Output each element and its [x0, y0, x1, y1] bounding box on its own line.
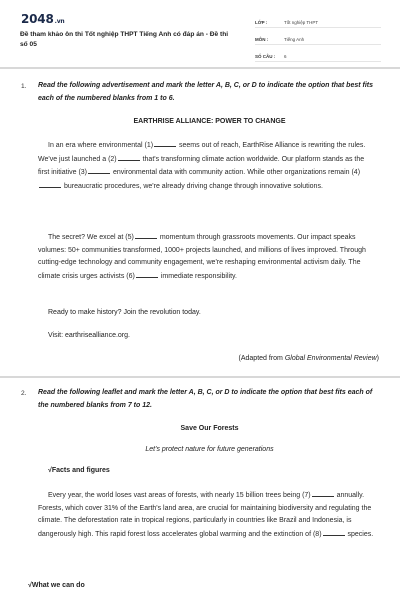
- document-title: Đề tham khảo ôn thi Tốt nghiệp THPT Tiếng Anh có đáp án - Đề thi số 05: [20, 31, 229, 48]
- passage-link: Visit: earthrisealliance.org.: [48, 332, 130, 339]
- text-span: In an era where environmental (1): [48, 142, 154, 149]
- meta-row-class: [255, 14, 381, 28]
- logo-suffix: .vn: [54, 18, 65, 25]
- logo-text: 2048: [21, 12, 54, 26]
- leaflet-subheading: Let's protect nature for future generations: [145, 446, 274, 453]
- meta-value: Tốt nghiệp THPT: [284, 20, 319, 25]
- passage-paragraph: [38, 139, 374, 193]
- leaflet-paragraph: [38, 489, 374, 541]
- section-title: √Facts and figures: [48, 467, 110, 474]
- question-instruction: Read the following leaflet and mark the letter A, B, C, or D to indicate the option that best fits each of the numbered blanks from 7 to 12.: [38, 389, 373, 409]
- meta-value: Tiếng Anh: [284, 37, 305, 42]
- text-span: The secret? We excel at (5): [48, 234, 134, 241]
- site-logo[interactable]: [21, 12, 64, 26]
- answer-blank: [154, 139, 176, 147]
- meta-label: SỐ CÂU :: [255, 54, 276, 59]
- question-number: 1.: [21, 83, 27, 90]
- question-instruction: Read the following advertisement and mark the letter A, B, C, or D to indicate the option that best fits each of the numbered blanks from 1 to 6.: [38, 82, 374, 102]
- text-span: annually. Forests, which cover 31% of the Earth's land area, are crucial for maintaining biodiversity and regulating the climate. The deforestation rate in tropical regions, particularly in countries like Brazil and Indonesia, is dangerously high. This rapid forest loss accelerates global warming and the extinction of (8): [38, 492, 372, 538]
- answer-blank: [88, 166, 110, 174]
- answer-blank: [136, 270, 158, 278]
- section-divider: [0, 67, 400, 69]
- text-span: bureaucratic procedures, we're already driving change through innovative solutions.: [63, 182, 323, 190]
- text-span: (Adapted from: [238, 355, 285, 362]
- answer-blank: [312, 489, 334, 497]
- text-span: ): [376, 355, 379, 362]
- answer-blank: [135, 231, 157, 239]
- text-span: seems out of reach, EarthRise Alliance is rewriting the rules. We've just launched a (2): [38, 142, 366, 163]
- meta-row-subject: [255, 31, 381, 45]
- passage-paragraph: [38, 231, 374, 283]
- text-span: that's transforming climate action worldwide. Our platform stands as the first initiative (3): [38, 155, 365, 176]
- passage-line: Ready to make history? Join the revolution today.: [48, 309, 201, 316]
- meta-row-count: [255, 48, 381, 62]
- answer-blank: [118, 153, 140, 161]
- source-citation: [38, 355, 379, 362]
- text-span: momentum through grassroots movements. Our impact speaks volumes: 50+ communities transformed, 1000+ projects launched, and millions of lives improved. Through cutting-edge technology and community engagement, we're reshaping environmental activism daily. The climate crisis urges activists (6): [38, 234, 366, 280]
- section-title: √What we can do: [28, 582, 85, 589]
- source-title: Global Environmental Review: [284, 355, 377, 362]
- leaflet-heading: Save Our Forests: [180, 425, 239, 432]
- section-divider: [0, 376, 400, 378]
- meta-info: [255, 14, 381, 65]
- meta-value: 6: [284, 54, 287, 59]
- passage-heading: EARTHRISE ALLIANCE: POWER TO CHANGE: [133, 118, 286, 125]
- text-span: environmental data with community action. While other organizations remain (4): [112, 169, 361, 176]
- question-number: 2.: [21, 390, 27, 397]
- text-span: Every year, the world loses vast areas of forests, with nearly 15 billion trees being (7): [48, 492, 311, 499]
- meta-label: LỚP :: [255, 20, 268, 25]
- text-span: immediate responsibility.: [160, 272, 237, 280]
- text-span: species.: [347, 530, 374, 538]
- answer-blank: [39, 180, 61, 188]
- meta-label: MÔN :: [255, 37, 269, 42]
- answer-blank: [323, 528, 345, 536]
